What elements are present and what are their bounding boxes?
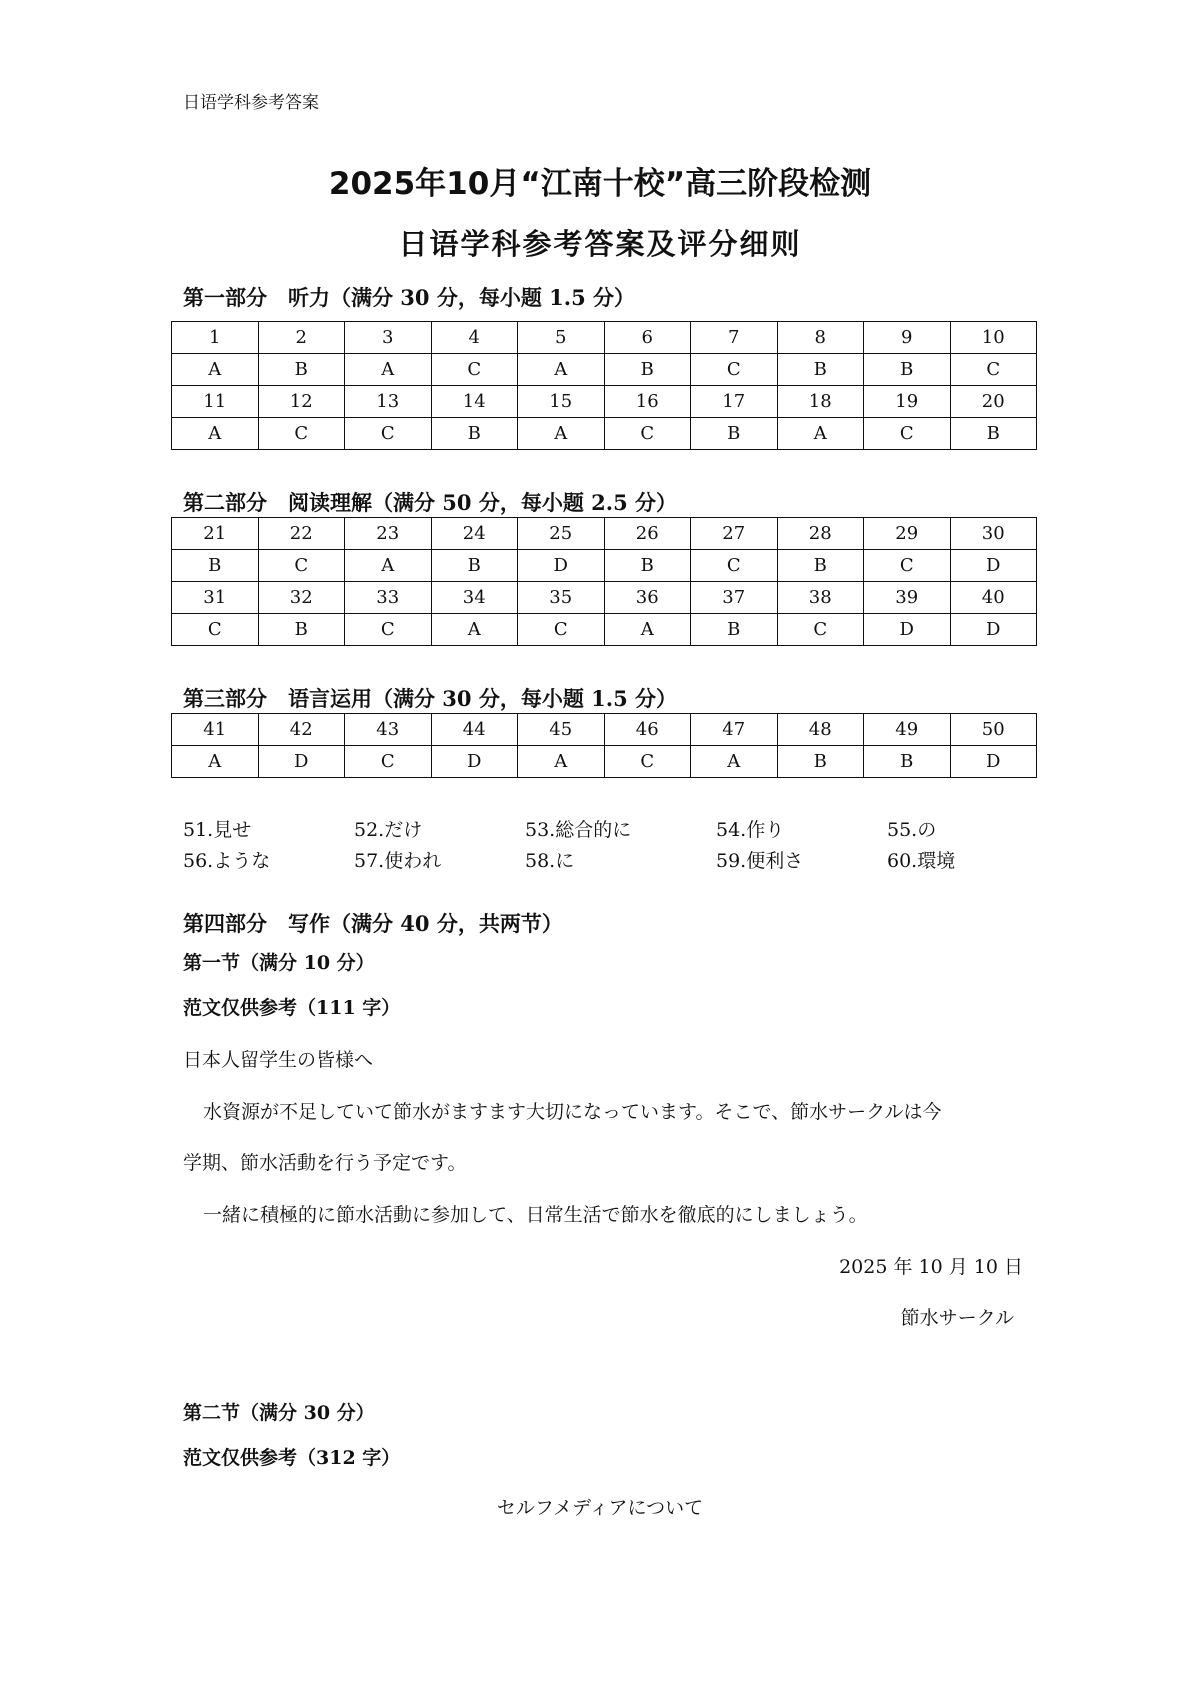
part1-heading: 第一部分 听力（满分 30 分，每小题 1.5 分） xyxy=(183,285,636,310)
question-number-cell: 32 xyxy=(258,582,345,614)
answer-cell: B xyxy=(777,746,864,778)
section2-heading: 第二节（满分 30 分） xyxy=(183,1402,375,1424)
answer-cell: D xyxy=(950,550,1037,582)
question-number-cell: 19 xyxy=(864,386,951,418)
question-number-cell: 24 xyxy=(431,518,518,550)
part2-answer-table xyxy=(171,517,1037,646)
question-number-cell: 12 xyxy=(258,386,345,418)
question-number-cell: 25 xyxy=(518,518,605,550)
answer-row xyxy=(172,418,1037,450)
answer-cell: D xyxy=(950,614,1037,646)
question-number-cell: 40 xyxy=(950,582,1037,614)
answer-cell: D xyxy=(258,746,345,778)
section1-reference-label: 范文仅供参考（111 字） xyxy=(183,997,401,1019)
page-header-note: 日语学科参考答案 xyxy=(183,93,319,113)
fill-in-item: 53.総合的に xyxy=(525,819,632,841)
answer-cell: A xyxy=(691,746,778,778)
letter-salutation: 日本人留学生の皆様へ xyxy=(183,1049,374,1071)
fill-in-item: 56.ような xyxy=(183,850,271,872)
question-number-row xyxy=(172,386,1037,418)
question-number-cell: 7 xyxy=(691,322,778,354)
question-number-cell: 34 xyxy=(431,582,518,614)
letter-paragraph-1-line-1: 水資源が不足していて節水がますます大切になっています。そこで、節水サークルは今 xyxy=(203,1101,942,1123)
answer-cell: D xyxy=(864,614,951,646)
answer-cell: B xyxy=(864,746,951,778)
part2-heading: 第二部分 阅读理解（满分 50 分，每小题 2.5 分） xyxy=(183,490,678,515)
letter-paragraph-1-line-2: 学期、節水活動を行う予定です。 xyxy=(183,1152,467,1174)
question-number-cell: 18 xyxy=(777,386,864,418)
question-number-cell: 14 xyxy=(431,386,518,418)
answer-cell: B xyxy=(431,550,518,582)
question-number-cell: 3 xyxy=(345,322,432,354)
question-number-cell: 2 xyxy=(258,322,345,354)
question-number-row xyxy=(172,322,1037,354)
question-number-cell: 8 xyxy=(777,322,864,354)
fill-in-item: 55.の xyxy=(887,819,937,841)
answer-cell: C xyxy=(258,418,345,450)
question-number-cell: 39 xyxy=(864,582,951,614)
fill-in-item: 57.使われ xyxy=(354,850,442,872)
answer-cell: A xyxy=(345,354,432,386)
answer-cell: D xyxy=(431,746,518,778)
fill-in-item: 52.だけ xyxy=(354,819,423,841)
answer-cell: C xyxy=(172,614,259,646)
letter-signature: 節水サークル xyxy=(900,1307,1014,1329)
question-number-cell: 43 xyxy=(345,714,432,746)
section2-reference-label: 范文仅供参考（312 字） xyxy=(183,1447,401,1469)
question-number-cell: 13 xyxy=(345,386,432,418)
answer-cell: B xyxy=(604,550,691,582)
question-number-cell: 49 xyxy=(864,714,951,746)
question-number-cell: 10 xyxy=(950,322,1037,354)
question-number-row xyxy=(172,714,1037,746)
question-number-cell: 35 xyxy=(518,582,605,614)
essay-title: セルフメディアについて xyxy=(496,1497,704,1519)
fill-in-item: 60.環境 xyxy=(887,850,956,872)
answer-cell: B xyxy=(258,614,345,646)
question-number-cell: 38 xyxy=(777,582,864,614)
answer-cell: B xyxy=(431,418,518,450)
answer-row xyxy=(172,746,1037,778)
question-number-cell: 21 xyxy=(172,518,259,550)
answer-cell: C xyxy=(431,354,518,386)
answer-cell: A xyxy=(172,418,259,450)
answer-cell: A xyxy=(345,550,432,582)
answer-cell: A xyxy=(518,418,605,450)
answer-cell: B xyxy=(691,614,778,646)
question-number-cell: 41 xyxy=(172,714,259,746)
question-number-cell: 1 xyxy=(172,322,259,354)
question-number-cell: 29 xyxy=(864,518,951,550)
question-number-cell: 9 xyxy=(864,322,951,354)
question-number-cell: 45 xyxy=(518,714,605,746)
answer-cell: A xyxy=(172,354,259,386)
answer-cell: A xyxy=(518,746,605,778)
answer-cell: C xyxy=(691,550,778,582)
question-number-cell: 11 xyxy=(172,386,259,418)
answer-cell: A xyxy=(777,418,864,450)
answer-cell: C xyxy=(345,614,432,646)
part3-answer-table xyxy=(171,713,1037,778)
answer-cell: B xyxy=(777,550,864,582)
part4-heading: 第四部分 写作（满分 40 分，共两节） xyxy=(183,911,563,936)
question-number-cell: 20 xyxy=(950,386,1037,418)
answer-cell: B xyxy=(691,418,778,450)
answer-row xyxy=(172,354,1037,386)
question-number-cell: 31 xyxy=(172,582,259,614)
question-number-cell: 4 xyxy=(431,322,518,354)
question-number-cell: 33 xyxy=(345,582,432,614)
fill-in-item: 54.作り xyxy=(716,819,785,841)
answer-row xyxy=(172,614,1037,646)
question-number-cell: 27 xyxy=(691,518,778,550)
question-number-cell: 42 xyxy=(258,714,345,746)
question-number-cell: 28 xyxy=(777,518,864,550)
answer-cell: A xyxy=(604,614,691,646)
answer-cell: B xyxy=(258,354,345,386)
question-number-cell: 5 xyxy=(518,322,605,354)
question-number-cell: 30 xyxy=(950,518,1037,550)
question-number-cell: 26 xyxy=(604,518,691,550)
fill-in-item: 59.便利さ xyxy=(716,850,804,872)
answer-cell: C xyxy=(691,354,778,386)
question-number-cell: 15 xyxy=(518,386,605,418)
question-number-row xyxy=(172,582,1037,614)
answer-cell: C xyxy=(950,354,1037,386)
answer-cell: B xyxy=(172,550,259,582)
answer-cell: C xyxy=(258,550,345,582)
document-title: 2025年10月“江南十校”高三阶段检测 xyxy=(328,166,872,202)
question-number-cell: 22 xyxy=(258,518,345,550)
answer-cell: C xyxy=(777,614,864,646)
answer-cell: B xyxy=(777,354,864,386)
question-number-cell: 16 xyxy=(604,386,691,418)
answer-cell: C xyxy=(345,746,432,778)
question-number-cell: 6 xyxy=(604,322,691,354)
question-number-cell: 17 xyxy=(691,386,778,418)
section1-heading: 第一节（满分 10 分） xyxy=(183,952,375,974)
letter-paragraph-2: 一緒に積極的に節水活動に参加して、日常生活で節水を徹底的にしましょう。 xyxy=(203,1204,868,1226)
part3-heading: 第三部分 语言运用（满分 30 分，每小题 1.5 分） xyxy=(183,686,678,711)
letter-date: 2025 年 10 月 10 日 xyxy=(839,1256,1023,1278)
question-number-cell: 50 xyxy=(950,714,1037,746)
fill-in-item: 58.に xyxy=(525,850,575,872)
answer-cell: A xyxy=(172,746,259,778)
answer-cell: D xyxy=(518,550,605,582)
question-number-cell: 46 xyxy=(604,714,691,746)
answer-cell: C xyxy=(604,746,691,778)
answer-cell: B xyxy=(604,354,691,386)
answer-cell: A xyxy=(518,354,605,386)
answer-cell: C xyxy=(864,550,951,582)
answer-cell: B xyxy=(864,354,951,386)
answer-cell: B xyxy=(950,418,1037,450)
question-number-cell: 37 xyxy=(691,582,778,614)
answer-cell: C xyxy=(345,418,432,450)
question-number-cell: 48 xyxy=(777,714,864,746)
question-number-cell: 23 xyxy=(345,518,432,550)
answer-cell: D xyxy=(950,746,1037,778)
document-subtitle: 日语学科参考答案及评分细则 xyxy=(398,227,802,261)
answer-cell: C xyxy=(864,418,951,450)
question-number-cell: 47 xyxy=(691,714,778,746)
answer-cell: C xyxy=(518,614,605,646)
fill-in-item: 51.見せ xyxy=(183,819,252,841)
question-number-cell: 36 xyxy=(604,582,691,614)
question-number-row xyxy=(172,518,1037,550)
answer-row xyxy=(172,550,1037,582)
answer-cell: C xyxy=(604,418,691,450)
part1-answer-table xyxy=(171,321,1037,450)
question-number-cell: 44 xyxy=(431,714,518,746)
answer-cell: A xyxy=(431,614,518,646)
